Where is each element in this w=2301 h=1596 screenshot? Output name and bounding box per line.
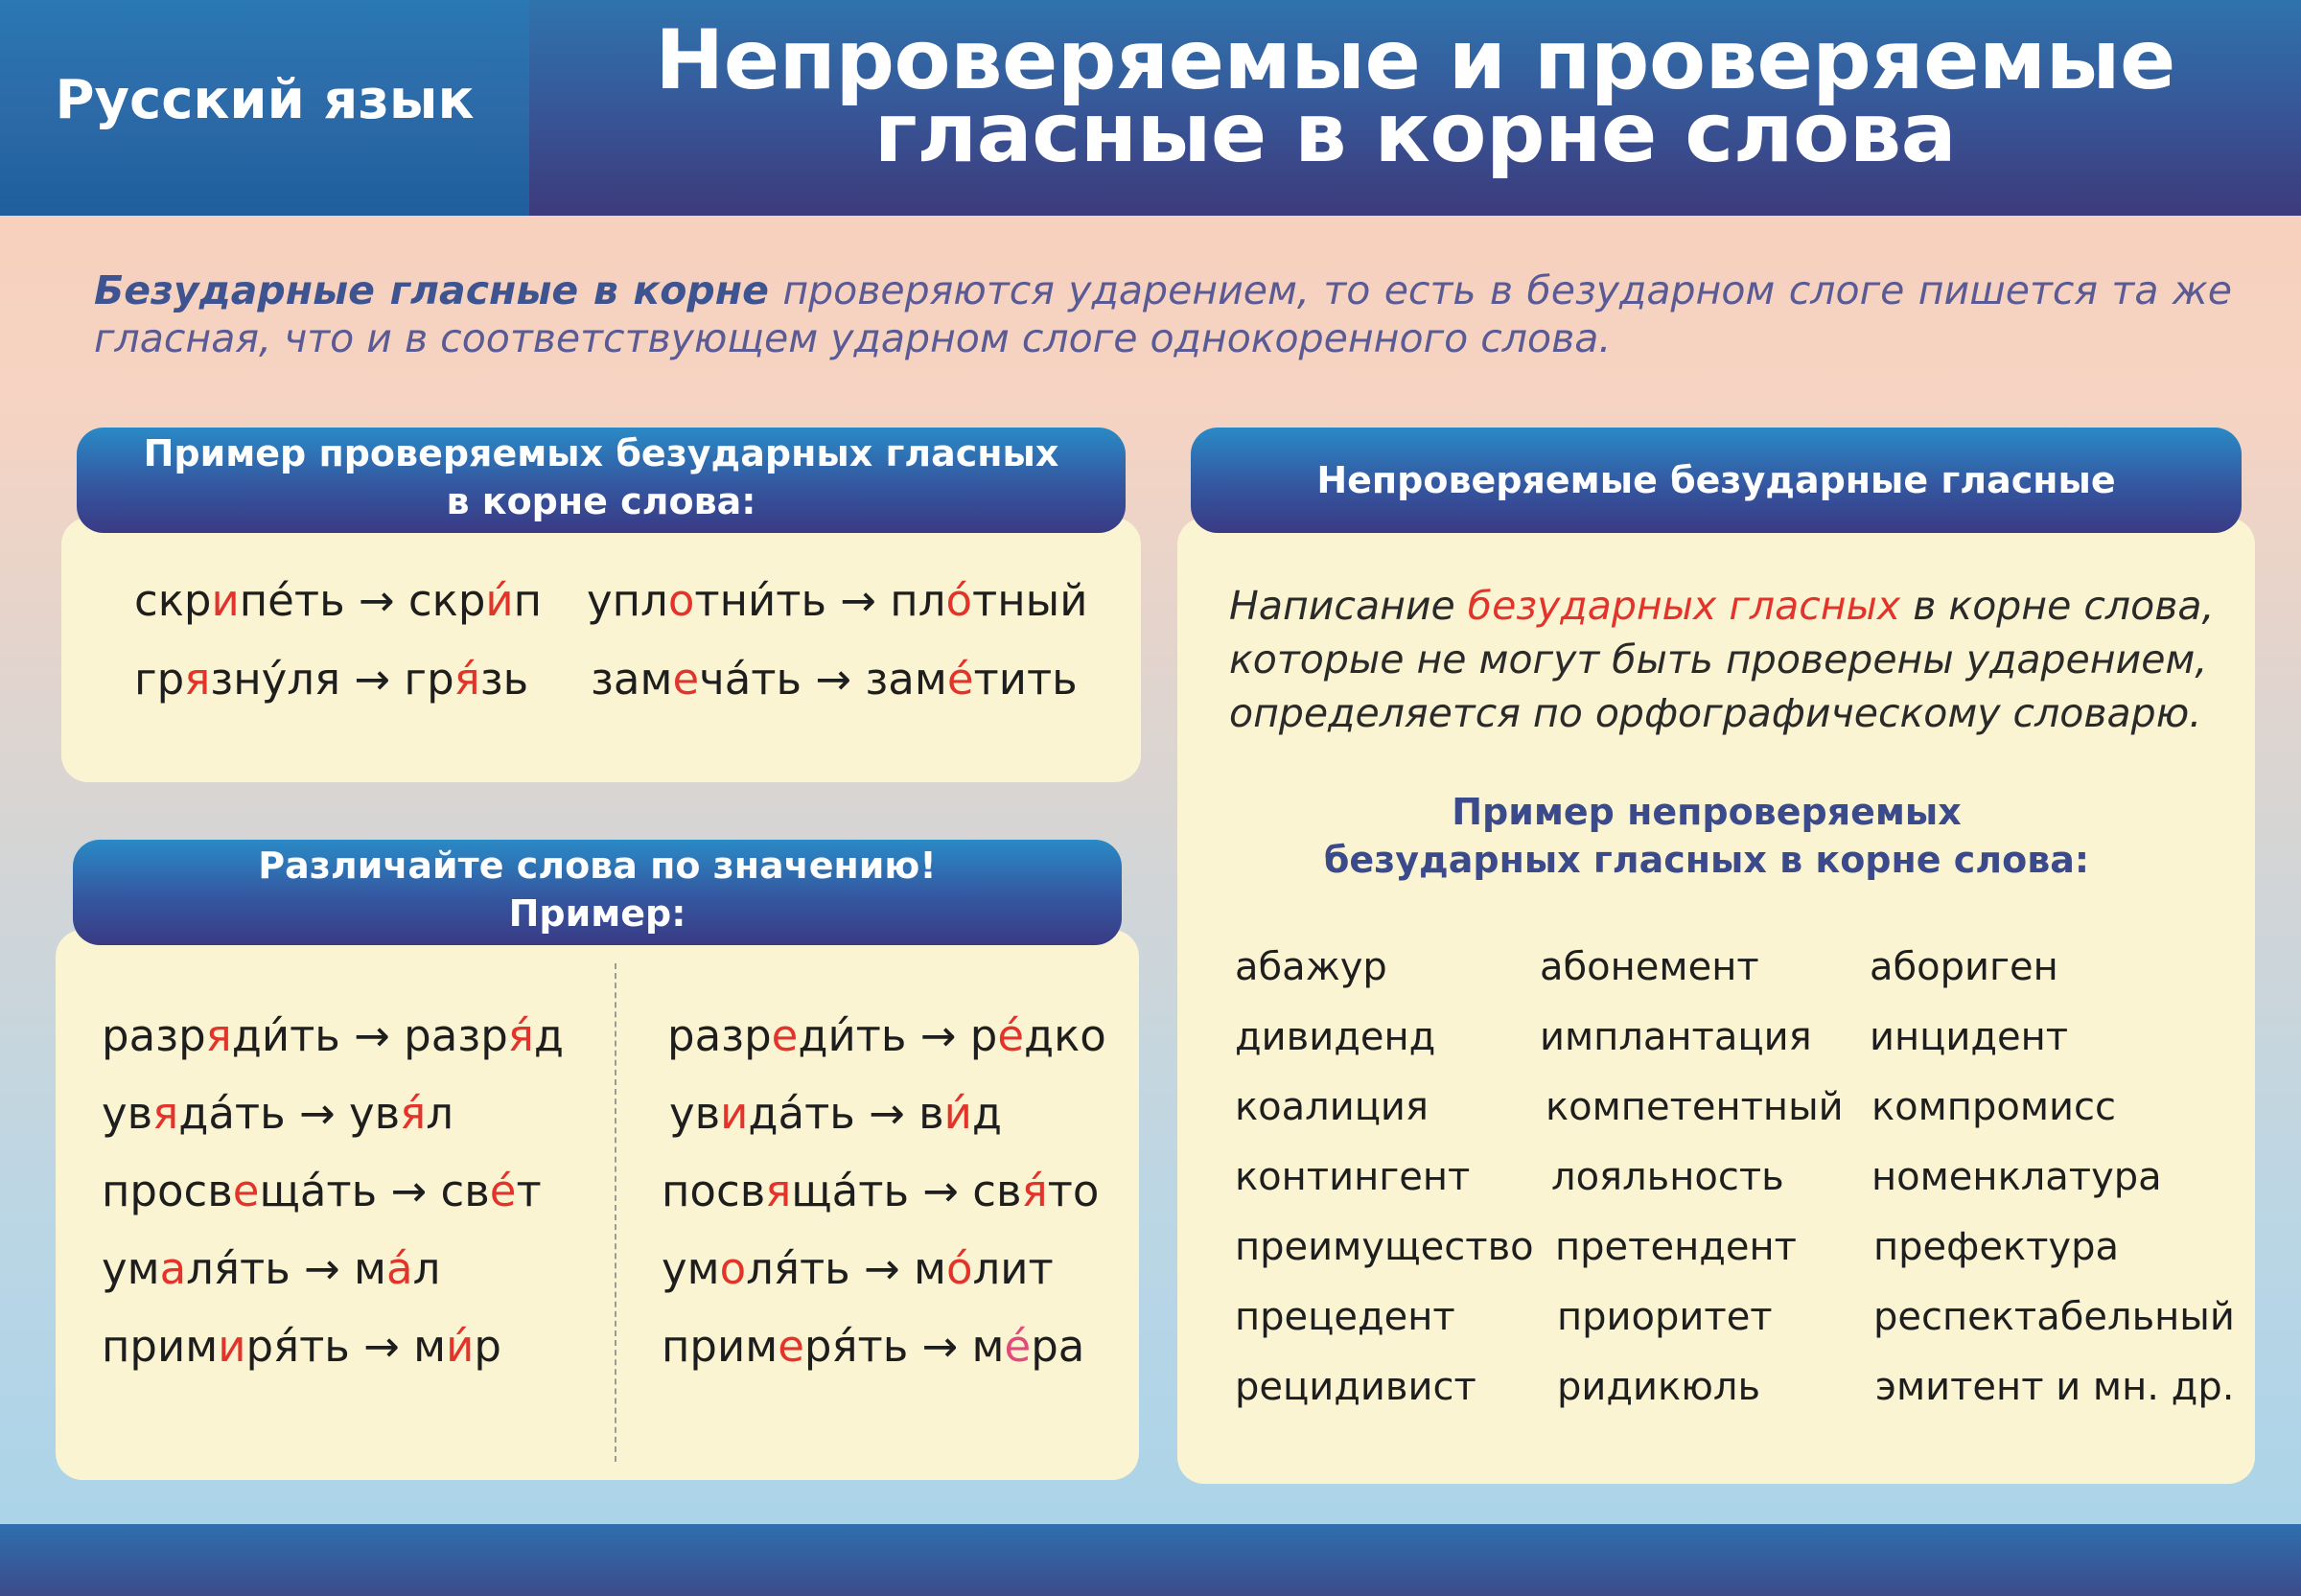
meaning-example-left: увяда́ть → увя́л xyxy=(102,1088,453,1139)
dictionary-word: абажур xyxy=(1235,945,1387,989)
meaning-example-right: увида́ть → ви́д xyxy=(669,1088,1003,1139)
meaning-example-left: просвеща́ть → све́т xyxy=(102,1166,542,1216)
unchecked-header-text: Непроверяемые безударные гласные xyxy=(1316,459,2116,501)
dictionary-word: номенклатура xyxy=(1871,1155,2162,1199)
subheading-line-1: Пример непроверяемых xyxy=(1452,791,1962,833)
checked-panel xyxy=(61,518,1141,782)
dictionary-word: контингент xyxy=(1235,1155,1471,1199)
meaning-example-right: примеря́ть → ме́ра xyxy=(662,1321,1085,1372)
intro-text xyxy=(94,266,2232,362)
meaning-example-right: умоля́ть → мо́лит xyxy=(662,1243,1054,1294)
checked-header xyxy=(77,428,1126,533)
meaning-header-line-2: Пример: xyxy=(508,892,686,935)
dictionary-word: абориген xyxy=(1870,945,2058,989)
dictionary-word: претендент xyxy=(1555,1225,1797,1269)
dictionary-word: имплантация xyxy=(1540,1015,1812,1059)
unchecked-subheading xyxy=(1179,788,2234,884)
dictionary-word: респектабельный xyxy=(1873,1295,2235,1339)
dictionary-word: инцидент xyxy=(1870,1015,2069,1059)
checked-header-line-1: Пример проверяемых безударных гласных xyxy=(143,432,1059,474)
dictionary-word: приоритет xyxy=(1557,1295,1773,1339)
subject-label: Русский язык xyxy=(0,0,529,216)
title-line-2: гласные в корне слова xyxy=(873,84,1957,181)
intro-bold: Безударные гласные в корне xyxy=(94,267,769,313)
dictionary-word: компетентный xyxy=(1546,1085,1844,1129)
dictionary-word: абонемент xyxy=(1540,945,1759,989)
dictionary-word: префектура xyxy=(1873,1225,2119,1269)
unchecked-description: Написание безударных гласных в корне слова, которые не могут быть проверены ударением, определяется по орфографическому словарю. xyxy=(1229,583,2215,736)
checked-example: уплотни́ть → пло́тный xyxy=(587,575,1088,626)
meaning-example-right: посвяща́ть → свя́то xyxy=(662,1166,1100,1216)
page-title xyxy=(529,0,2301,216)
dictionary-word: эмитент и мн. др. xyxy=(1875,1365,2235,1409)
checked-example: скрипéть → скри́п xyxy=(134,575,543,626)
checked-header-line-2: в корне слова: xyxy=(446,480,756,522)
meaning-example-right: разреди́ть → ре́дко xyxy=(667,1010,1106,1061)
subheading-line-2: безударных гласных в корне слова: xyxy=(1323,839,2090,881)
unchecked-header xyxy=(1191,428,2242,533)
meaning-example-left: примиря́ть → ми́р xyxy=(102,1321,501,1372)
checked-example: замеча́ть → заме́тить xyxy=(591,654,1078,705)
dictionary-word: рецидивист xyxy=(1235,1365,1476,1409)
column-divider xyxy=(615,963,616,1462)
dictionary-word: прецедент xyxy=(1235,1295,1455,1339)
meaning-example-left: разряди́ть → разря́д xyxy=(102,1010,564,1061)
dictionary-word: преимущество xyxy=(1235,1225,1534,1269)
footer-bar xyxy=(0,1524,2301,1596)
dictionary-word: коалиция xyxy=(1235,1085,1429,1129)
checked-example: грязну́ля → гря́зь xyxy=(134,654,529,705)
meaning-header-line-1: Различайте слова по значению! xyxy=(258,844,937,887)
dictionary-word: лояльность xyxy=(1551,1155,1784,1199)
title-line-1: Непроверяемые и проверяемые xyxy=(655,12,2175,108)
dictionary-word: ридикюль xyxy=(1557,1365,1761,1409)
meaning-example-left: умаля́ть → ма́л xyxy=(102,1243,441,1294)
intro-rest: проверяются ударением, то есть в безударном слоге пишется та же гласная, что и в соответствующем ударном слоге однокоренного слова. xyxy=(94,267,2232,361)
dictionary-word: компромисс xyxy=(1871,1085,2116,1129)
dictionary-word: дивиденд xyxy=(1235,1015,1436,1059)
meaning-header xyxy=(73,840,1122,945)
